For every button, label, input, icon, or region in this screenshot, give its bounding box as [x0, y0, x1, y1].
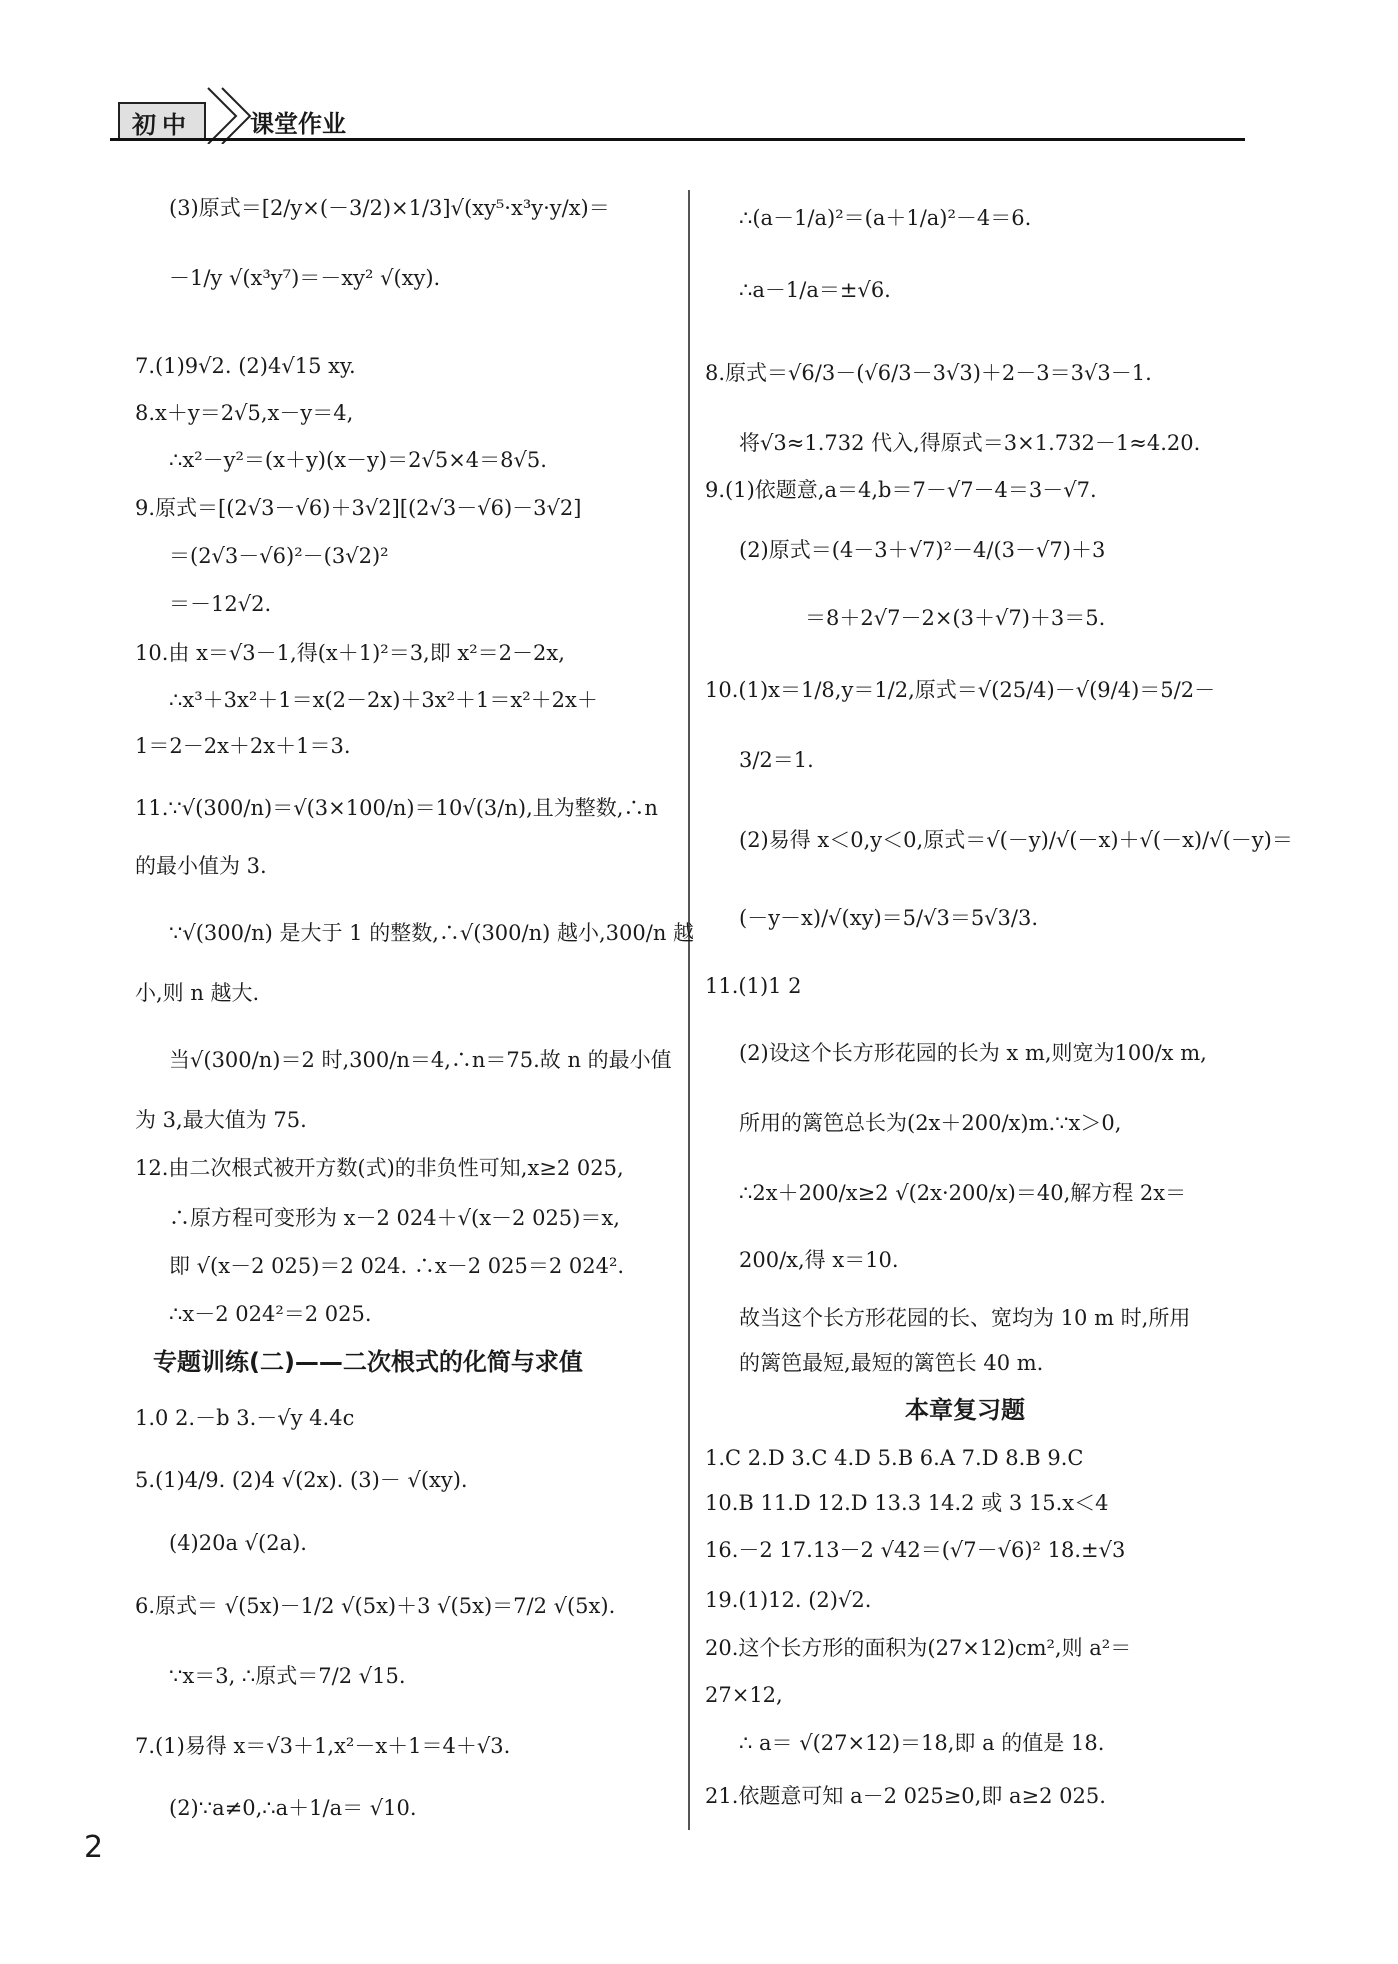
column-divider	[688, 190, 690, 1830]
answer-line: 10.由 x＝√3－1,得(x＋1)²＝3,即 x²＝2－2x,	[135, 641, 565, 665]
answer-line: 9.(1)依题意,a＝4,b＝7－√7－4＝3－√7.	[705, 478, 1097, 502]
answer-line: 5.(1)4/9. (2)4 √(2x). (3)－ √(xy).	[135, 1468, 468, 1492]
answer-line: 即 √(x－2 025)＝2 024. ∴x－2 025＝2 024².	[169, 1254, 625, 1278]
header-title: 课堂作业	[250, 110, 346, 138]
answer-line: 20.这个长方形的面积为(27×12)cm²,则 a²＝	[705, 1636, 1132, 1660]
page-header	[110, 80, 1245, 140]
answer-line: 7.(1)9√2. (2)4√15 xy.	[135, 354, 356, 378]
answer-line: 12.由二次根式被开方数(式)的非负性可知,x≥2 025,	[135, 1156, 624, 1180]
page-number: 2	[84, 1830, 104, 1865]
answer-line: 6.原式＝ √(5x)－1/2 √(5x)＋3 √(5x)＝7/2 √(5x).	[135, 1594, 616, 1618]
header-rule	[110, 138, 1245, 141]
answer-line: ∴(a－1/a)²＝(a＋1/a)²－4＝6.	[739, 206, 1032, 230]
answer-line: (2)∵a≠0,∴a＋1/a＝ √10.	[169, 1796, 417, 1820]
answer-line: (3)原式＝[2/y×(－3/2)×1/3]√(xy⁵·x³y·y/x)＝	[169, 196, 610, 220]
answer-line: (2)易得 x＜0,y＜0,原式＝√(－y)/√(－x)＋√(－x)/√(－y)＝	[739, 828, 1293, 852]
answer-line: (2)原式＝(4－3＋√7)²－4/(3－√7)＋3	[739, 538, 1106, 562]
answer-line: 11.(1)1 2	[705, 974, 802, 998]
answer-line: ＝8＋2√7－2×(3＋√7)＋3＝5.	[805, 606, 1106, 630]
answer-line: 故当这个长方形花园的长、宽均为 10 m 时,所用	[739, 1306, 1191, 1330]
answer-line: 7.(1)易得 x＝√3＋1,x²－x＋1＝4＋√3.	[135, 1734, 511, 1758]
answer-line: 200/x,得 x＝10.	[739, 1248, 899, 1272]
answer-line: 的篱笆最短,最短的篱笆长 40 m.	[739, 1351, 1044, 1375]
answer-line: 27×12,	[705, 1683, 783, 1707]
answer-line: 为 3,最大值为 75.	[135, 1108, 307, 1132]
answer-line: (2)设这个长方形花园的长为 x m,则宽为100/x m,	[739, 1041, 1207, 1065]
answer-line: 1.0 2.－b 3.－√y 4.4c	[135, 1406, 355, 1430]
answer-line: ＝－12√2.	[169, 592, 272, 616]
answer-line: 将√3≈1.732 代入,得原式＝3×1.732－1≈4.20.	[739, 431, 1201, 455]
answer-line: 11.∵√(300/n)＝√(3×100/n)＝10√(3/n),且为整数,∴n	[135, 796, 658, 820]
answer-line: ∴x²－y²＝(x＋y)(x－y)＝2√5×4＝8√5.	[169, 448, 547, 472]
answer-line: ∵x＝3, ∴原式＝7/2 √15.	[169, 1664, 406, 1688]
answer-line: 1.C 2.D 3.C 4.D 5.B 6.A 7.D 8.B 9.C	[705, 1446, 1084, 1470]
grade-badge: 初中	[118, 102, 206, 140]
answer-line: 8.原式＝√6/3－(√6/3－3√3)＋2－3＝3√3－1.	[705, 361, 1152, 385]
answer-line: 8.x＋y＝2√5,x－y＝4,	[135, 401, 354, 425]
answer-line: －1/y √(x³y⁷)＝－xy² √(xy).	[169, 266, 441, 290]
answer-line: 21.依题意可知 a－2 025≥0,即 a≥2 025.	[705, 1784, 1106, 1808]
answer-line: 当√(300/n)＝2 时,300/n＝4,∴n＝75.故 n 的最小值	[169, 1048, 672, 1072]
answer-line: ∴ a＝ √(27×12)＝18,即 a 的值是 18.	[739, 1731, 1105, 1755]
answer-line: ∴a－1/a＝±√6.	[739, 278, 891, 302]
answer-line: ∴x³＋3x²＋1＝x(2－2x)＋3x²＋1＝x²＋2x＋	[169, 688, 598, 712]
answer-line: ∵√(300/n) 是大于 1 的整数,∴√(300/n) 越小,300/n 越	[169, 921, 695, 945]
answer-line: 1＝2－2x＋2x＋1＝3.	[135, 734, 351, 758]
answer-line: 10.(1)x＝1/8,y＝1/2,原式＝√(25/4)－√(9/4)＝5/2－	[705, 678, 1216, 702]
answer-line: (－y－x)/√(xy)＝5/√3＝5√3/3.	[739, 906, 1039, 930]
answer-line: 16.－2 17.13－2 √42＝(√7－√6)² 18.±√3	[705, 1538, 1126, 1562]
section-title-chapter-review: 本章复习题	[905, 1396, 1025, 1424]
section-title-topic-training: 专题训练(二)——二次根式的化简与求值	[153, 1348, 583, 1376]
answer-line: ＝(2√3－√6)²－(3√2)²	[169, 544, 389, 568]
answer-line: 9.原式＝[(2√3－√6)＋3√2][(2√3－√6)－3√2]	[135, 496, 582, 520]
answer-line: 10.B 11.D 12.D 13.3 14.2 或 3 15.x＜4	[705, 1491, 1109, 1515]
answer-line: (4)20a √(2a).	[169, 1531, 307, 1555]
answer-line: 的最小值为 3.	[135, 854, 267, 878]
answer-line: 所用的篱笆总长为(2x＋200/x)m.∵x＞0,	[739, 1111, 1122, 1135]
answer-line: ∴x－2 024²＝2 025.	[169, 1302, 372, 1326]
answer-line: 19.(1)12. (2)√2.	[705, 1588, 872, 1612]
answer-line: 小,则 n 越大.	[135, 981, 260, 1005]
answer-line: 3/2＝1.	[739, 748, 814, 772]
answer-line: ∴2x＋200/x≥2 √(2x·200/x)＝40,解方程 2x＝	[739, 1181, 1187, 1205]
answer-line: ∴原方程可变形为 x－2 024＋√(x－2 025)＝x,	[169, 1206, 620, 1230]
